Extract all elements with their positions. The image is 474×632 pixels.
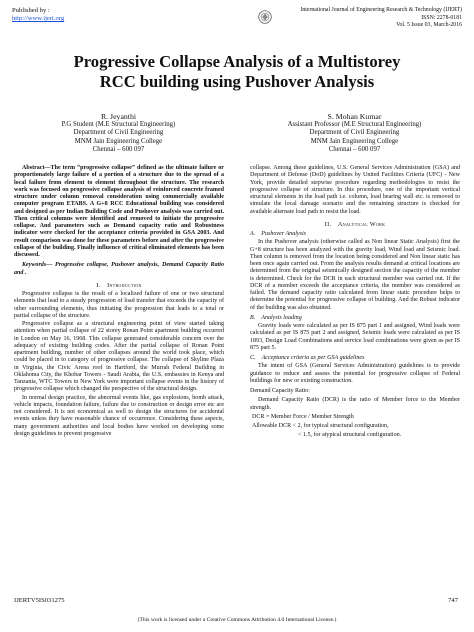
paper-title: Progressive Collapse Analysis of a Multistorey RCC building using Pushover Analysis <box>73 52 401 91</box>
paragraph: In the Pushover analysis (otherwise called as Non linear Static Analysis) first the G+8 structure has been analyzed with the gravity load, Wind load and Seismic load. Then column is removed from the location being considered and Non linear static has been once again carried out. From the analysis results demand at critical locations are determined from the original seismically designed section the capacity of the member is determined. Check for the DCR in each structural member was carried out. If the DCR of a member exceeds the acceptance criteria, the member was considered as failed. The demand capacity ratio calculated from linear static procedure helps to determine the potential for progressive collapse of building. And the Robust indicator of the building was also obtained. <box>250 239 460 311</box>
author-role: Assistant Professor (M.E Structural Engineering) <box>287 121 422 129</box>
paragraph: The intent of GSA (General Services Administration) guidelines is to provide guidance to reduce and assess the potential for progressive collapse of Federal buildings for new or existing construction. <box>250 363 460 384</box>
author-institution: MNM Jain Engineering College <box>74 137 163 145</box>
issn: ISSN: 2278-0181 <box>421 14 462 21</box>
author-1 <box>16 113 221 154</box>
author-dept: Department of Civil Engineering <box>309 129 400 137</box>
paragraph: collapse. Among these guidelines, U.S. General Services Administration (GSA) and Department of Defense (DoD) guidelines by United Facilities Criteria (UFC) - New York, provide detailed stepwise procedure regarding methodologies to resist the progressive collapse of structure. In this procedure, one of the important vertical structural elements in the load path i.e. column, load bearing wall etc. is removed to simulate the local damage scenario and the remaining structure is checked for available alternate load path to resist the load. <box>250 165 460 215</box>
author-institution: MNM Jain Engineering College <box>310 137 399 145</box>
author-2 <box>252 113 457 154</box>
paragraph: Demand Capacity Ratio (DCR) is the ratio of Member force to the Member strength. <box>250 397 460 411</box>
author-name: S. Mohan Kumar <box>327 112 382 121</box>
subsection-heading: C. Acceptance criteria as per GSA guidelines <box>250 355 365 361</box>
author-role: P.G Student (M.E Structural Engineering) <box>61 121 176 129</box>
subsection-heading: A. Pushover Analysis <box>250 231 306 237</box>
license-notice: (This work is licensed under a Creative Commons Attribution 4.0 International License.) <box>137 617 337 623</box>
left-column <box>14 165 224 439</box>
paragraph: In normal design practice, the abnormal events like, gas explosions, bomb attack, vehicle impacts, foundation failure, failure due to construction or design error etc are not considered. It is not economical as well to design the structures for accidental events unless they have reasonable chance of occurrence. Considering these aspects, many government authorities and local bodies have worked on developing some design guidelines to prevent progressive <box>14 394 224 437</box>
paper-id: IJERTV5IS031275 <box>14 597 65 604</box>
author-city: Chennai – 600 097 <box>328 145 381 153</box>
author-dept: Department of Civil Engineering <box>73 129 164 137</box>
section-heading-analytical-work: II. Analytical Work <box>324 220 386 228</box>
journal-seal-icon <box>258 10 272 24</box>
dcr-equation: DCR = Member Force / Member Strength <box>252 413 354 420</box>
journal-url-link[interactable]: http://www.ijert.org <box>12 15 65 22</box>
dcr-heading: Demand Capacity Ratio: <box>250 388 310 394</box>
right-column <box>250 165 460 441</box>
author-name: R. Jeyanthi <box>100 112 137 121</box>
volume-issue: Vol. 5 Issue 03, March-2016 <box>396 22 462 29</box>
allowable-dcr-typical: Allowable DCR < 2, for typical structural configuration, <box>252 423 389 429</box>
abstract: Abstract—The term “progressive collapse” defined as the ultimate failure or proportionately large failure of a portion of a structure due to the spread of a local failure from element to element throughout the structure. The research work was focused on progressive collapse analysis of reinforced concrete framed structure under column removal consideration using commercially available computer program ETABS. A G+8 RCC Educational building was considered and designed as per Indian Building Code and Pushover analysis was carried out. Then critical columns were identified and removed to initiate the progressive collapse. And parameters such as Demand capacity ratio and Robustness indicator were checked for the acceptance criteria provided in GSA 2003. And result comparison was done for these parameters before and after the progressive collapse of the building. Finally influence of critical eliminated elements has been discussed. <box>14 165 224 258</box>
journal-name: International Journal of Engineering Research & Technology (IJERT) <box>300 7 462 13</box>
subsection-heading: B. Analysis loading <box>250 314 302 321</box>
paragraph: Progressive collapse as a structural engineering point of view started taking attention when partial collapse of 22 storey Ronan Point apartment building occurred in London on May 16, 1968. This collapse generated considerable concern over the adequacy of existing building codes. After the partial collapse of Ronan Point apartment building, number of other collapses around the world took place, which could be placed in to category of progressive collapse. The collapse of Skyline Plaza in Virginia, the Civic Arena roof in Hartford, the Murrah Federal Building in Oklahoma City, the Khobar Towers - Saudi Arabia, the U.S. embassies in Kenya and Tanzania, WTC Towers in New York were important collapse events in the history of progressive collapse which changed the perspective of the structural design. <box>14 321 224 393</box>
author-city: Chennai – 600 097 <box>92 145 145 153</box>
published-by: Published by : <box>12 7 50 14</box>
paragraph: Progressive collapse is the result of a localized failure of one or two structural elements that lead to a steady progression of load transfer that exceeds the capacity of other surrounding elements, thus initiating the progression that leads to a total or partial collapse of the structure. <box>14 291 224 319</box>
journal-info <box>300 7 462 30</box>
publisher-block <box>12 7 64 23</box>
section-heading-introduction: I. Introduction <box>96 281 142 289</box>
paragraph: Gravity loads were calculated as per IS 875 part 1 and assigned, Wind loads were calculated as per IS 875 part 2 and assigned, Seismic loads were calculated as per IS 1893, Design Load Combinations and service load combinations were given as per IS 875 part 5. <box>250 323 460 351</box>
keywords: Keywords— Progressive collapse, Pushover analysis, Demand Capacity Ratio and . <box>14 262 224 276</box>
allowable-dcr-atypical: < 1.5, for atypical structural configuration. <box>298 432 402 439</box>
page-number: 747 <box>448 597 458 604</box>
